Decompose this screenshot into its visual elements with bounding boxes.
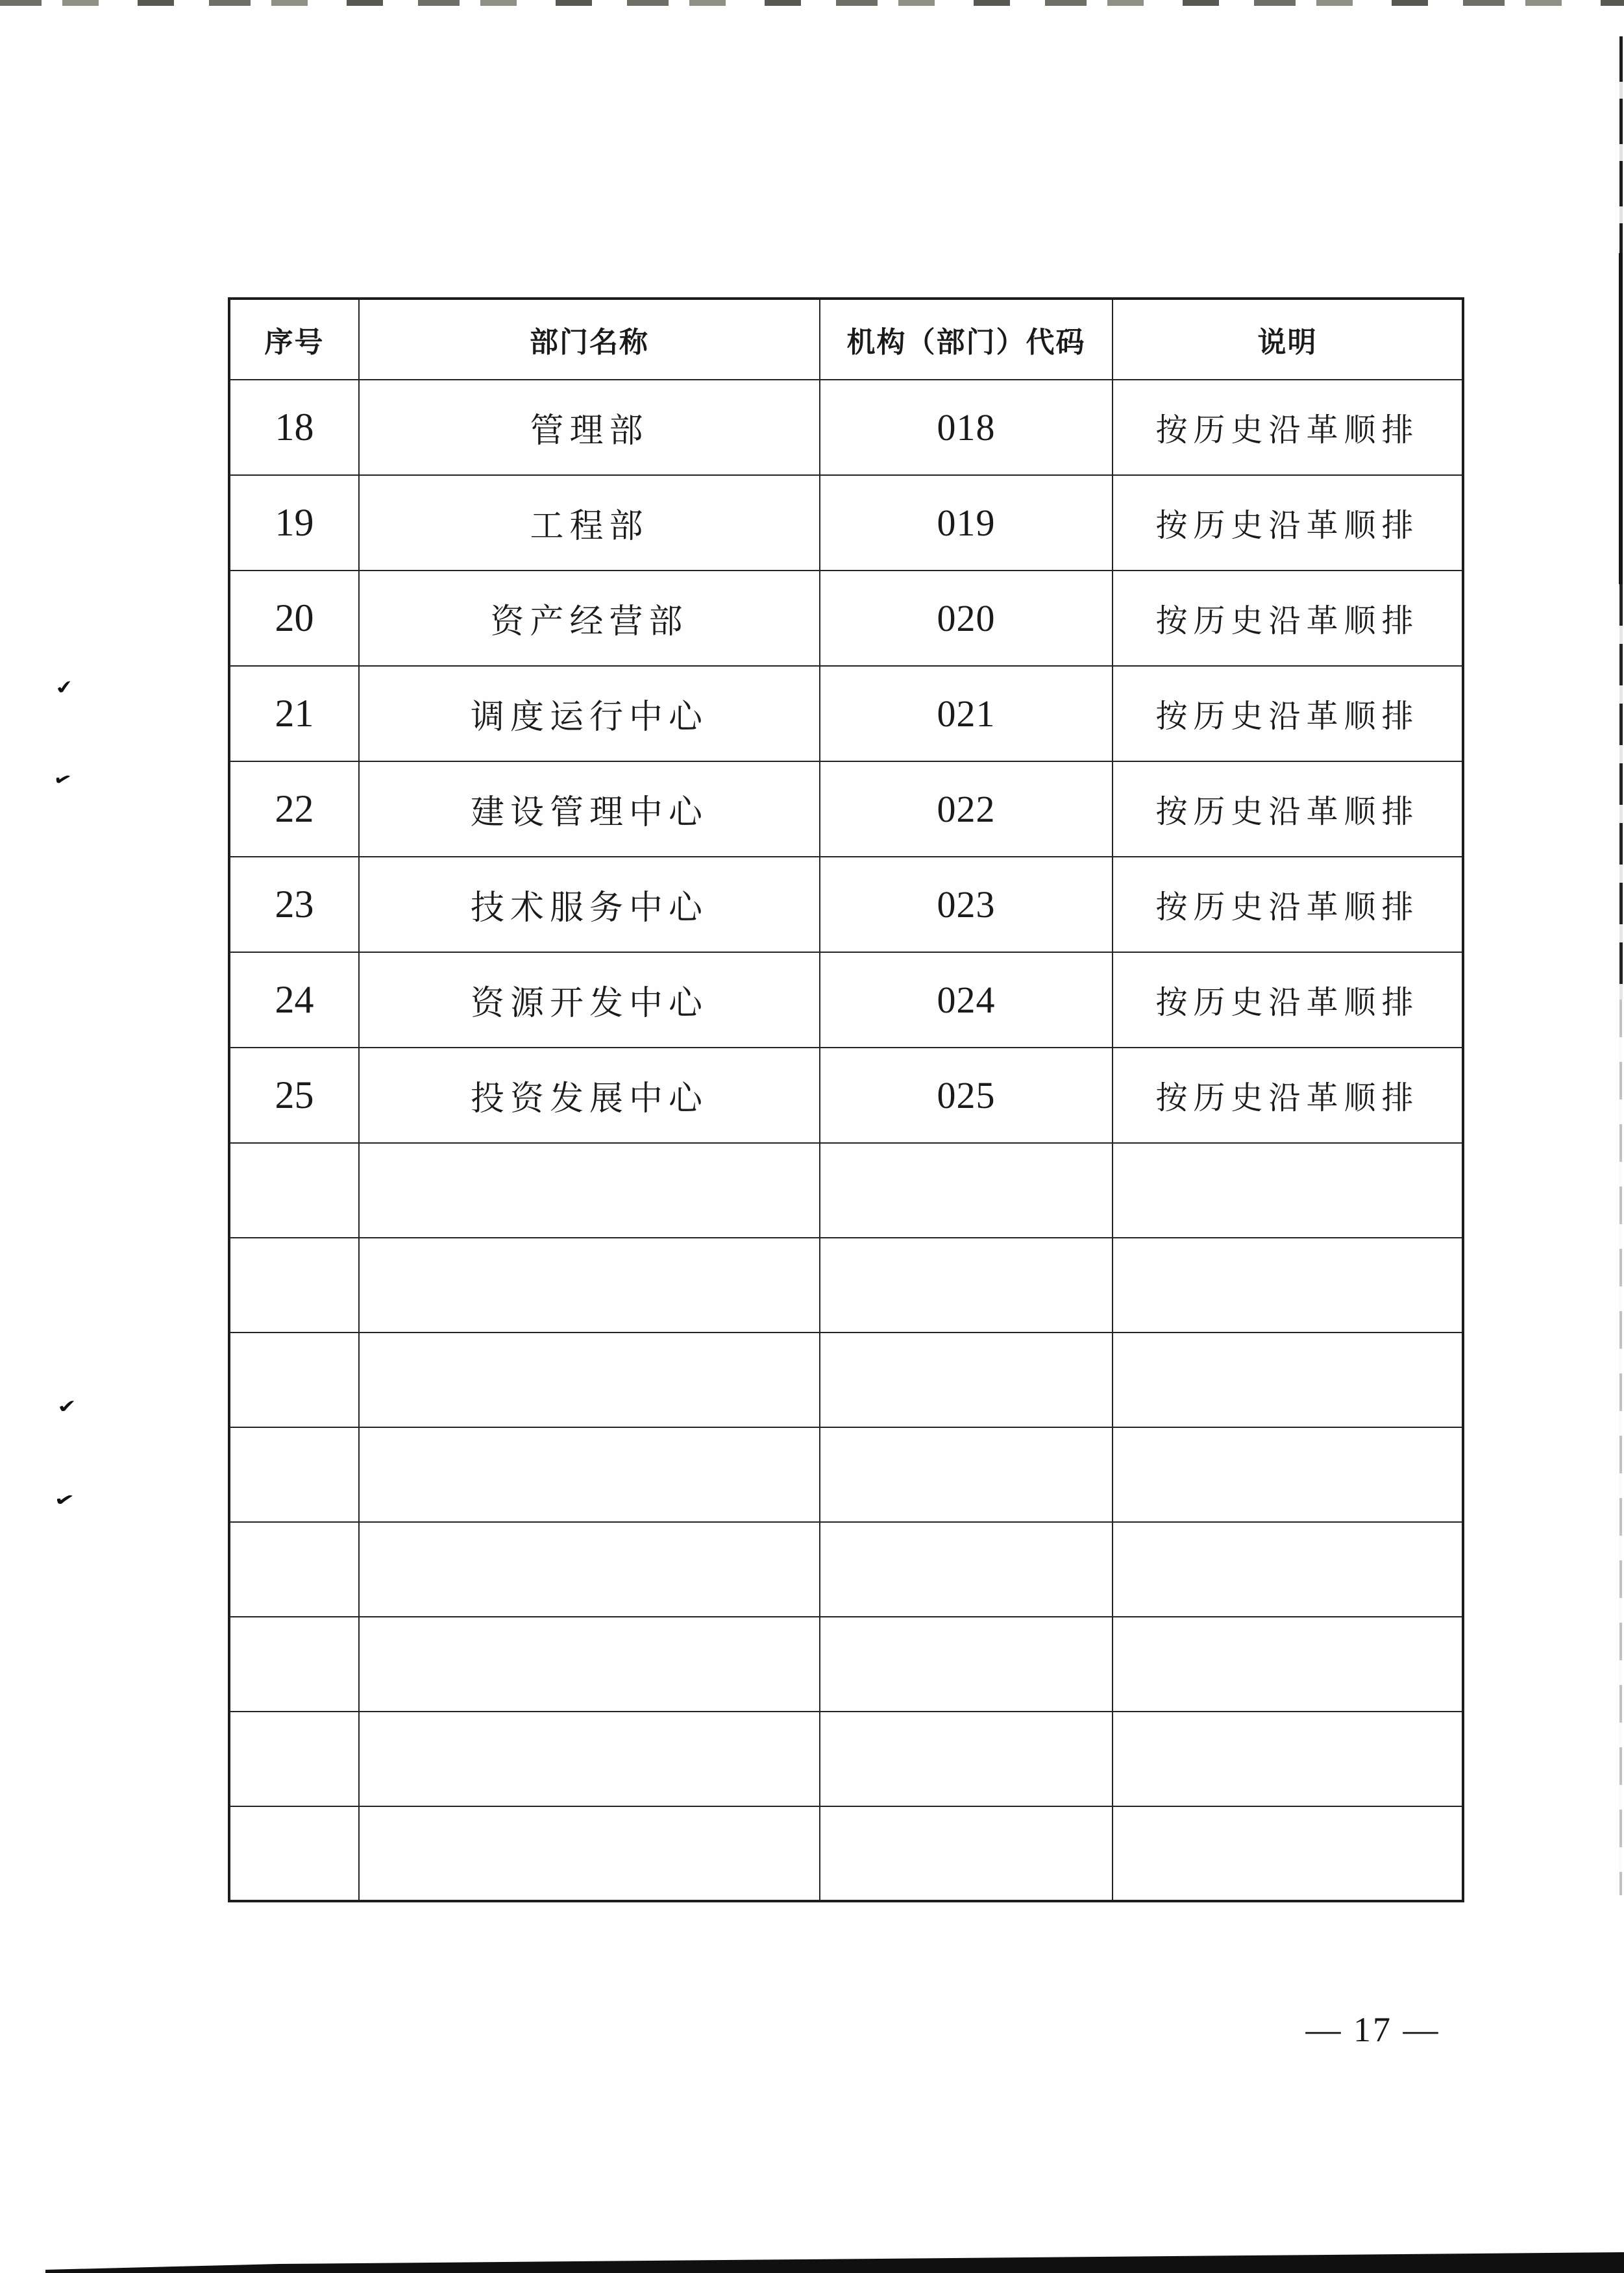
- row-number-cell: 20: [229, 571, 359, 666]
- note-cell: 按历史沿革顺排: [1113, 475, 1463, 571]
- row-number-cell: 18: [229, 380, 359, 475]
- table-row: [229, 380, 1463, 475]
- table-header: [229, 299, 1463, 380]
- row-number-cell: 22: [229, 761, 359, 857]
- row-number-cell: 24: [229, 952, 359, 1048]
- note-cell: [1113, 1238, 1463, 1333]
- department-name-cell: [359, 1522, 820, 1617]
- department-name-cell: [359, 1238, 820, 1333]
- row-number-cell: 25: [229, 1048, 359, 1143]
- department-name-cell: [359, 1427, 820, 1522]
- note-cell: [1113, 1427, 1463, 1522]
- row-number-cell: 23: [229, 857, 359, 952]
- empty-table-row: [229, 1522, 1463, 1617]
- empty-table-row: [229, 1806, 1463, 1901]
- department-name-cell: [359, 1712, 820, 1806]
- department-code-cell: [820, 1806, 1113, 1901]
- department-name-cell: 技术服务中心: [359, 857, 820, 952]
- department-name-cell: [359, 1617, 820, 1712]
- department-code-table: [228, 297, 1464, 1902]
- scan-top-edge-artifact: [0, 0, 1624, 6]
- note-cell: 按历史沿革顺排: [1113, 380, 1463, 475]
- note-cell: 按历史沿革顺排: [1113, 571, 1463, 666]
- row-number-cell: [229, 1333, 359, 1427]
- department-code-cell: 019: [820, 475, 1113, 571]
- margin-mark-icon: ✔: [53, 1489, 76, 1512]
- note-cell: [1113, 1333, 1463, 1427]
- department-name-cell: 建设管理中心: [359, 761, 820, 857]
- row-number-cell: [229, 1238, 359, 1333]
- department-name-cell: 资产经营部: [359, 571, 820, 666]
- note-cell: 按历史沿革顺排: [1113, 761, 1463, 857]
- margin-mark-icon: ✔: [53, 676, 75, 700]
- department-code-cell: [820, 1143, 1113, 1238]
- scan-right-edge-artifact: [1619, 36, 1623, 253]
- row-number-cell: 19: [229, 475, 359, 571]
- note-cell: 按历史沿革顺排: [1113, 666, 1463, 761]
- department-name-cell: 资源开发中心: [359, 952, 820, 1048]
- note-cell: 按历史沿革顺排: [1113, 952, 1463, 1048]
- row-number-cell: [229, 1806, 359, 1901]
- page-number: — 17 —: [1305, 2010, 1440, 2049]
- row-number-cell: [229, 1143, 359, 1238]
- note-cell: [1113, 1806, 1463, 1901]
- table-row: [229, 1048, 1463, 1143]
- table-body: [229, 380, 1463, 1901]
- header-serial-number: 序号: [229, 299, 359, 380]
- note-cell: [1113, 1143, 1463, 1238]
- header-department-name: 部门名称: [359, 299, 820, 380]
- empty-table-row: [229, 1143, 1463, 1238]
- department-name-cell: [359, 1333, 820, 1427]
- empty-table-row: [229, 1333, 1463, 1427]
- note-cell: [1113, 1617, 1463, 1712]
- note-cell: [1113, 1522, 1463, 1617]
- department-name-cell: [359, 1806, 820, 1901]
- header-note: 说明: [1113, 299, 1463, 380]
- department-name-cell: 调度运行中心: [359, 666, 820, 761]
- department-code-cell: [820, 1427, 1113, 1522]
- empty-table-row: [229, 1617, 1463, 1712]
- scan-right-edge-artifact: [1619, 1000, 1622, 1895]
- department-code-cell: [820, 1333, 1113, 1427]
- department-code-cell: [820, 1617, 1113, 1712]
- note-cell: [1113, 1712, 1463, 1806]
- department-code-cell: [820, 1238, 1113, 1333]
- empty-table-row: [229, 1238, 1463, 1333]
- row-number-cell: [229, 1617, 359, 1712]
- note-cell: 按历史沿革顺排: [1113, 1048, 1463, 1143]
- header-department-code: 机构（部门）代码: [820, 299, 1113, 380]
- department-code-cell: 024: [820, 952, 1113, 1048]
- table-row: [229, 857, 1463, 952]
- department-code-cell: 020: [820, 571, 1113, 666]
- table-row: [229, 571, 1463, 666]
- table-row: [229, 666, 1463, 761]
- scan-right-edge-artifact: [1619, 584, 1623, 1000]
- note-cell: 按历史沿革顺排: [1113, 857, 1463, 952]
- row-number-cell: [229, 1522, 359, 1617]
- department-name-cell: [359, 1143, 820, 1238]
- row-number-cell: 21: [229, 666, 359, 761]
- department-name-cell: 投资发展中心: [359, 1048, 820, 1143]
- department-code-cell: 018: [820, 380, 1113, 475]
- table-row: [229, 952, 1463, 1048]
- empty-table-row: [229, 1427, 1463, 1522]
- department-code-cell: [820, 1522, 1113, 1617]
- row-number-cell: [229, 1427, 359, 1522]
- department-code-cell: 025: [820, 1048, 1113, 1143]
- margin-mark-icon: ✔: [56, 1395, 78, 1418]
- row-number-cell: [229, 1712, 359, 1806]
- scan-right-edge-artifact: [1619, 253, 1623, 584]
- margin-mark-icon: ✔: [51, 768, 74, 792]
- department-code-cell: 023: [820, 857, 1113, 952]
- table-row: [229, 475, 1463, 571]
- scan-bottom-edge-artifact: [0, 2251, 1624, 2273]
- table-row: [229, 761, 1463, 857]
- header-row: [229, 299, 1463, 380]
- department-code-cell: 021: [820, 666, 1113, 761]
- department-name-cell: 工程部: [359, 475, 820, 571]
- department-code-cell: 022: [820, 761, 1113, 857]
- department-name-cell: 管理部: [359, 380, 820, 475]
- department-code-cell: [820, 1712, 1113, 1806]
- empty-table-row: [229, 1712, 1463, 1806]
